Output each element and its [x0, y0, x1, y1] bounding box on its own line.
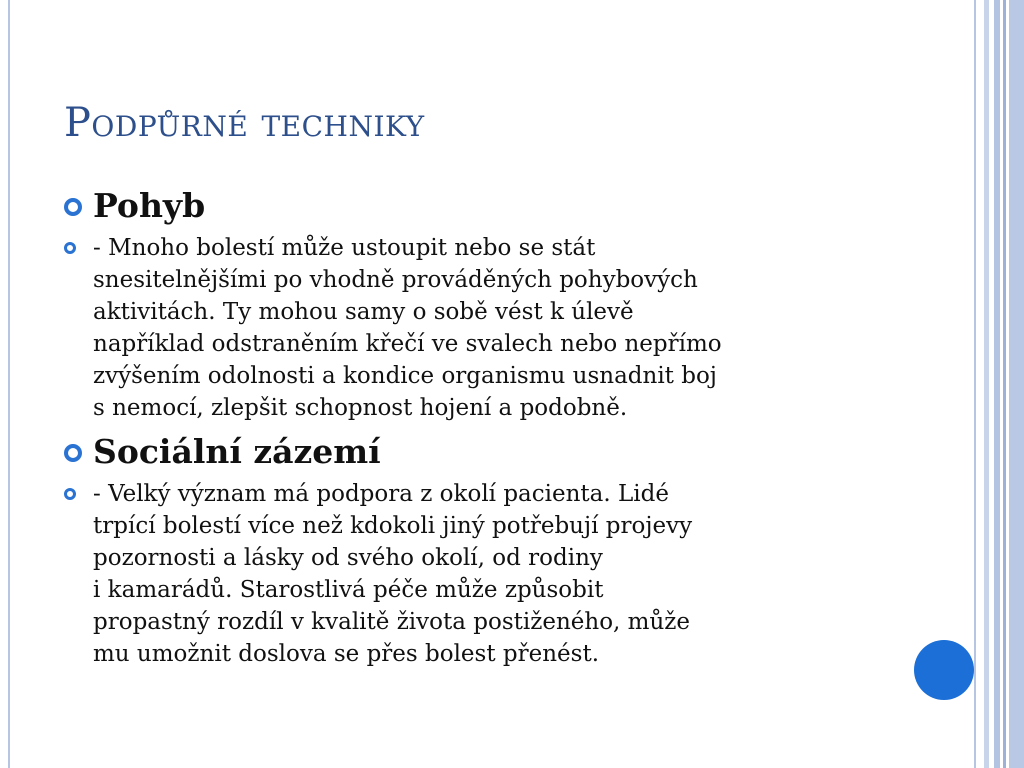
bullet-circle-icon — [64, 198, 82, 216]
decorative-side-stripes — [984, 0, 1024, 768]
paragraph-line: s nemocí, zlepšit schopnost hojení a podobně. — [93, 395, 628, 421]
paragraph-line: aktivitách. Ty mohou samy o sobě vést k úlevě — [93, 299, 634, 325]
paragraph-line: například odstraněním křečí ve svalech nebo nepřímo — [93, 331, 722, 357]
paragraph-line: - Velký význam má podpora z okolí pacienta. Lidé — [93, 481, 669, 507]
paragraph-line: trpící bolestí více než kdokoli jiný potřebují projevy — [93, 513, 693, 539]
bullet-paragraph-pohyb — [64, 232, 894, 424]
heading-text: Pohyb — [93, 186, 206, 225]
decorative-circle — [914, 640, 974, 700]
paragraph-line: pozornosti a lásky od svého okolí, od rodiny — [93, 545, 603, 571]
paragraph-line: mu umožnit doslova se přes bolest přenést. — [93, 641, 600, 667]
heading-text: Sociální zázemí — [93, 432, 381, 471]
paragraph-line: propastný rozdíl v kvalitě života postiženého, může — [93, 609, 691, 635]
paragraph-line: snesitelnějšími po vhodně prováděných pohybových — [93, 267, 698, 293]
slide-content — [64, 186, 894, 678]
slide-title: Podpůrné techniky — [64, 100, 425, 146]
bullet-paragraph-socialni-zazemi — [64, 478, 894, 670]
paragraph-line: zvýšením odolnosti a kondice organismu usnadnit boj — [93, 363, 717, 389]
bullet-heading-pohyb — [64, 186, 894, 226]
paragraph-line: i kamarádů. Starostlivá péče může způsobit — [93, 577, 604, 603]
paragraph-line: - Mnoho bolestí může ustoupit nebo se stát — [93, 235, 596, 261]
bullet-circle-icon — [64, 242, 76, 254]
bullet-heading-socialni-zazemi — [64, 432, 894, 472]
bullet-circle-icon — [64, 488, 76, 500]
bullet-circle-icon — [64, 444, 82, 462]
